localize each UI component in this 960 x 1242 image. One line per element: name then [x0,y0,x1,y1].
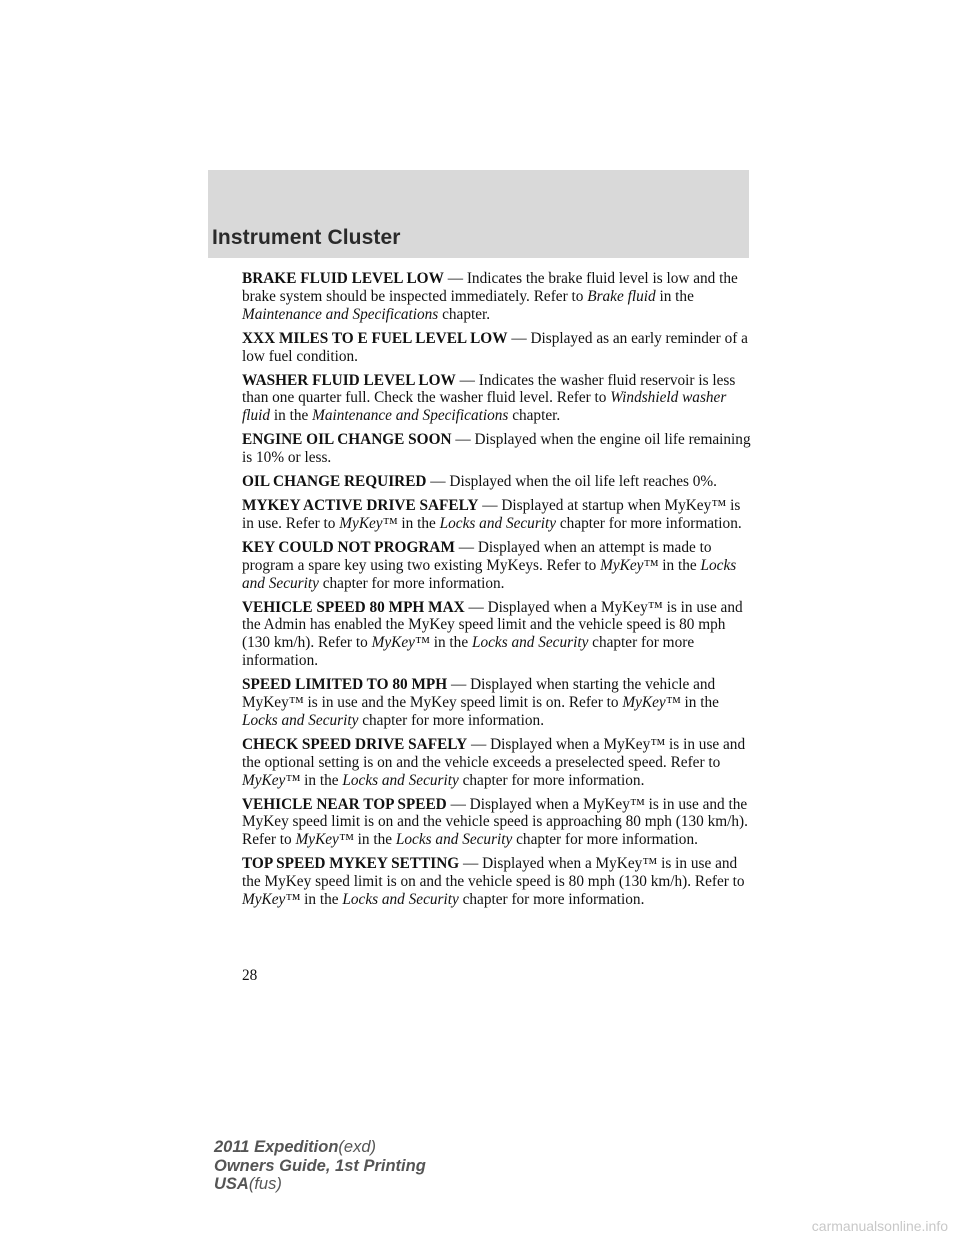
message-description: chapter for more information. [458,771,645,789]
cross-reference: MyKey™ [339,514,398,532]
cross-reference: Locks and Security [439,514,557,532]
message-description: — Displayed when the oil life left reaches 0%. [430,473,718,491]
message-entry [242,372,752,426]
message-entry [242,796,752,850]
message-entry [242,855,752,909]
message-description: chapter for more information. [242,634,695,670]
message-description: — Displayed when starting the vehicle and MyKey™ is in use and the MyKey speed limit is on. Refer to [242,676,716,712]
cross-reference: Maintenance and Specifications [242,305,439,323]
message-entry [242,676,752,730]
message-term: TOP SPEED MYKEY SETTING [242,855,460,873]
cross-reference: Brake fluid [587,287,656,305]
page-number: 28 [242,967,258,984]
message-description: — Displayed when the engine oil life remaining is 10% or less. [242,431,751,467]
message-description: chapter. [508,407,561,425]
footer-model: 2011 Expedition [214,1138,339,1156]
message-description: chapter for more information. [358,711,545,729]
footer-model-code: (exd) [338,1138,376,1156]
footer-printing: Owners Guide, 1st Printing [214,1156,426,1175]
message-description: — Displayed at startup when MyKey™ is in use. Refer to [242,496,741,532]
message-description: chapter for more information. [318,574,505,592]
message-term: VEHICLE SPEED 80 MPH MAX [242,598,465,616]
cross-reference: Locks and Security [242,556,737,592]
cross-reference: MyKey™ [242,771,301,789]
cross-reference: Maintenance and Specifications [312,407,509,425]
watermark: carmanualsonline.info [811,1218,948,1234]
message-description: in the [300,771,343,789]
cross-reference: Windshield washer fluid [242,389,727,425]
message-description: in the [397,514,440,532]
message-entry [242,330,752,366]
cross-reference: Locks and Security [342,891,459,909]
message-description: — Displayed when a MyKey™ is in use and the MyKey speed limit is on and the vehicle speed is approaching 80 mph (130 km/h). Refer to [242,795,748,849]
message-list [242,270,752,915]
message-description: chapter for more information. [458,891,645,909]
message-term: WASHER FLUID LEVEL LOW [242,371,456,389]
message-entry [242,539,752,593]
message-term: SPEED LIMITED TO 80 MPH [242,676,448,694]
message-description: chapter for more information. [512,831,698,849]
message-entry [242,473,752,491]
message-description: in the [658,556,701,574]
message-description: — Displayed as an early reminder of a low fuel condition. [242,329,748,365]
footer-imprint [214,1138,426,1194]
cross-reference: Locks and Security [395,831,513,849]
cross-reference: Locks and Security [342,771,459,789]
cross-reference: MyKey™ [242,891,301,909]
cross-reference: MyKey™ [371,634,430,652]
message-description: in the [270,407,313,425]
message-description: in the [353,831,396,849]
section-title: Instrument Cluster [212,226,401,249]
message-entry [242,497,752,533]
message-term: KEY COULD NOT PROGRAM [242,538,455,556]
message-entry [242,736,752,790]
message-description: — Displayed when an attempt is made to program a spare key using two existing MyKeys. Refer to [242,538,712,574]
message-description: — Displayed when a MyKey™ is in use and the Admin has enabled the MyKey speed limit and the vehicle speed is 80 mph (130 km/h). Refer to [242,598,743,652]
message-description: in the [655,287,694,305]
message-term: OIL CHANGE REQUIRED [242,473,427,491]
message-description: chapter. [438,305,491,323]
footer-line-model [214,1138,426,1157]
footer-market-code: (fus) [248,1175,282,1193]
cross-reference: MyKey™ [600,556,659,574]
message-description: in the [300,891,343,909]
message-term: VEHICLE NEAR TOP SPEED [242,795,447,813]
message-description: in the [429,634,472,652]
message-description: — Indicates the washer fluid reservoir is less than one quarter full. Check the washer fluid level. Refer to [242,371,736,407]
message-term: MYKEY ACTIVE DRIVE SAFELY [242,496,479,514]
message-description: — Displayed when a MyKey™ is in use and the MyKey speed limit is on and the vehicle speed is 80 mph (130 km/h). Refer to [242,855,745,891]
message-description: — Displayed when a MyKey™ is in use and the optional setting is on and the vehicle exceeds a preselected speed. Refer to [242,735,746,771]
message-description: — Indicates the brake fluid level is low and the brake system should be inspected immediately. Refer to [242,270,738,305]
message-entry [242,270,752,324]
message-entry [242,431,752,467]
cross-reference: Locks and Security [471,634,589,652]
message-description: chapter for more information. [556,514,742,532]
cross-reference: Locks and Security [242,711,359,729]
message-term: ENGINE OIL CHANGE SOON [242,431,452,449]
message-entry [242,599,752,671]
message-term: BRAKE FLUID LEVEL LOW [242,270,444,287]
cross-reference: MyKey™ [622,694,681,712]
cross-reference: MyKey™ [295,831,354,849]
message-description: in the [680,694,719,712]
footer-market: USA [214,1175,249,1193]
message-term: CHECK SPEED DRIVE SAFELY [242,735,468,753]
message-term: XXX MILES TO E FUEL LEVEL LOW [242,329,508,347]
